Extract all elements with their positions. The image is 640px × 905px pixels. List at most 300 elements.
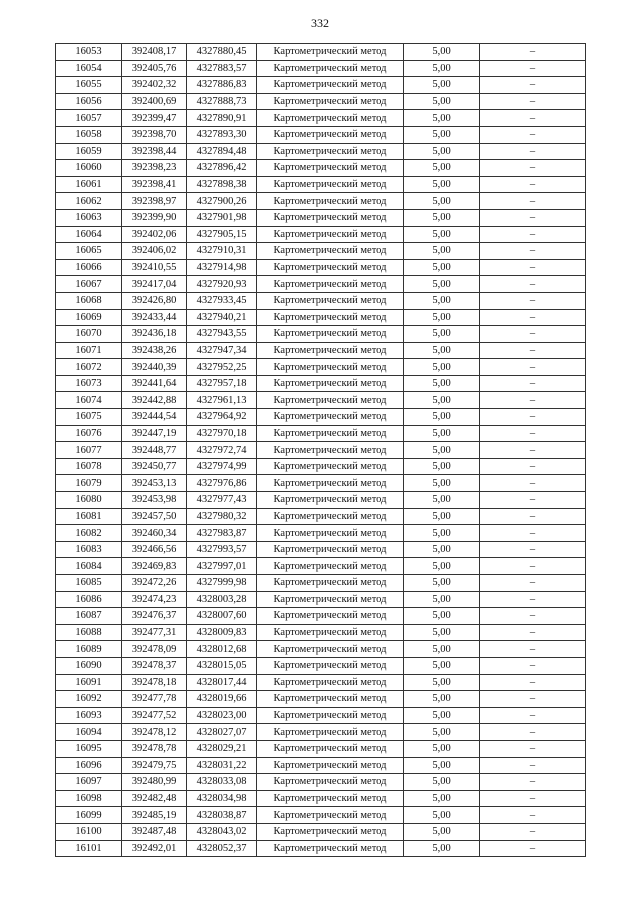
y-coordinate-cell: 4328031,22 [187,757,257,774]
table-row [56,110,586,127]
description-cell: – [480,292,586,309]
description-cell: – [480,276,586,293]
description-cell: – [480,226,586,243]
description-cell: – [480,458,586,475]
method-cell: Картометрический метод [257,657,404,674]
x-coordinate-cell: 392450,77 [122,458,187,475]
point-number-cell: 16068 [56,292,122,309]
x-coordinate-cell: 392477,31 [122,624,187,641]
accuracy-cell: 5,00 [404,143,480,160]
y-coordinate-cell: 4328019,66 [187,691,257,708]
method-cell: Картометрический метод [257,143,404,160]
y-coordinate-cell: 4328017,44 [187,674,257,691]
method-cell: Картометрический метод [257,342,404,359]
x-coordinate-cell: 392492,01 [122,840,187,857]
table-row [56,691,586,708]
accuracy-cell: 5,00 [404,176,480,193]
point-number-cell: 16093 [56,707,122,724]
x-coordinate-cell: 392406,02 [122,243,187,260]
y-coordinate-cell: 4328029,21 [187,740,257,757]
method-cell: Картометрический метод [257,774,404,791]
x-coordinate-cell: 392478,78 [122,740,187,757]
table-row [56,608,586,625]
description-cell: – [480,541,586,558]
point-number-cell: 16060 [56,160,122,177]
description-cell: – [480,44,586,61]
y-coordinate-cell: 4327896,42 [187,160,257,177]
y-coordinate-cell: 4328033,08 [187,774,257,791]
y-coordinate-cell: 4327940,21 [187,309,257,326]
description-cell: – [480,525,586,542]
method-cell: Картометрический метод [257,126,404,143]
accuracy-cell: 5,00 [404,375,480,392]
table-row [56,840,586,857]
x-coordinate-cell: 392402,32 [122,77,187,94]
x-coordinate-cell: 392405,76 [122,60,187,77]
table-row [56,657,586,674]
point-number-cell: 16056 [56,93,122,110]
point-number-cell: 16054 [56,60,122,77]
x-coordinate-cell: 392469,83 [122,558,187,575]
x-coordinate-cell: 392398,97 [122,193,187,210]
y-coordinate-cell: 4327880,45 [187,44,257,61]
table-row [56,641,586,658]
x-coordinate-cell: 392398,41 [122,176,187,193]
method-cell: Картометрический метод [257,409,404,426]
method-cell: Картометрический метод [257,326,404,343]
point-number-cell: 16070 [56,326,122,343]
coordinates-table-body [56,44,586,857]
point-number-cell: 16081 [56,508,122,525]
method-cell: Картометрический метод [257,508,404,525]
x-coordinate-cell: 392453,13 [122,475,187,492]
description-cell: – [480,608,586,625]
point-number-cell: 16067 [56,276,122,293]
y-coordinate-cell: 4328043,02 [187,823,257,840]
accuracy-cell: 5,00 [404,243,480,260]
y-coordinate-cell: 4327905,15 [187,226,257,243]
page-number: 332 [311,16,329,30]
y-coordinate-cell: 4327901,98 [187,209,257,226]
method-cell: Картометрический метод [257,44,404,61]
accuracy-cell: 5,00 [404,93,480,110]
x-coordinate-cell: 392478,18 [122,674,187,691]
description-cell: – [480,840,586,857]
x-coordinate-cell: 392426,80 [122,292,187,309]
point-number-cell: 16099 [56,807,122,824]
point-number-cell: 16089 [56,641,122,658]
method-cell: Картометрический метод [257,276,404,293]
point-number-cell: 16071 [56,342,122,359]
y-coordinate-cell: 4328027,07 [187,724,257,741]
point-number-cell: 16075 [56,409,122,426]
x-coordinate-cell: 392442,88 [122,392,187,409]
coordinates-table [55,43,586,857]
method-cell: Картометрический метод [257,209,404,226]
point-number-cell: 16092 [56,691,122,708]
y-coordinate-cell: 4327977,43 [187,492,257,509]
method-cell: Картометрический метод [257,608,404,625]
x-coordinate-cell: 392466,56 [122,541,187,558]
y-coordinate-cell: 4327910,31 [187,243,257,260]
table-row [56,442,586,459]
x-coordinate-cell: 392438,26 [122,342,187,359]
y-coordinate-cell: 4327943,55 [187,326,257,343]
accuracy-cell: 5,00 [404,840,480,857]
y-coordinate-cell: 4327952,25 [187,359,257,376]
x-coordinate-cell: 392460,34 [122,525,187,542]
method-cell: Картометрический метод [257,757,404,774]
accuracy-cell: 5,00 [404,442,480,459]
x-coordinate-cell: 392398,70 [122,126,187,143]
point-number-cell: 16066 [56,259,122,276]
description-cell: – [480,508,586,525]
description-cell: – [480,259,586,276]
y-coordinate-cell: 4327900,26 [187,193,257,210]
y-coordinate-cell: 4327993,57 [187,541,257,558]
y-coordinate-cell: 4327980,32 [187,508,257,525]
y-coordinate-cell: 4327933,45 [187,292,257,309]
point-number-cell: 16069 [56,309,122,326]
table-row [56,425,586,442]
table-row [56,774,586,791]
accuracy-cell: 5,00 [404,724,480,741]
y-coordinate-cell: 4327997,01 [187,558,257,575]
description-cell: – [480,657,586,674]
accuracy-cell: 5,00 [404,790,480,807]
accuracy-cell: 5,00 [404,160,480,177]
table-row [56,126,586,143]
table-row [56,724,586,741]
x-coordinate-cell: 392482,48 [122,790,187,807]
table-row [56,292,586,309]
table-row [56,790,586,807]
point-number-cell: 16082 [56,525,122,542]
method-cell: Картометрический метод [257,475,404,492]
method-cell: Картометрический метод [257,823,404,840]
table-row [56,409,586,426]
accuracy-cell: 5,00 [404,608,480,625]
method-cell: Картометрический метод [257,176,404,193]
x-coordinate-cell: 392408,17 [122,44,187,61]
y-coordinate-cell: 4328052,37 [187,840,257,857]
table-row [56,226,586,243]
table-row [56,326,586,343]
accuracy-cell: 5,00 [404,309,480,326]
accuracy-cell: 5,00 [404,475,480,492]
y-coordinate-cell: 4327970,18 [187,425,257,442]
method-cell: Картометрический метод [257,575,404,592]
y-coordinate-cell: 4327964,92 [187,409,257,426]
method-cell: Картометрический метод [257,624,404,641]
table-row [56,60,586,77]
accuracy-cell: 5,00 [404,641,480,658]
description-cell: – [480,392,586,409]
method-cell: Картометрический метод [257,60,404,77]
x-coordinate-cell: 392441,64 [122,375,187,392]
description-cell: – [480,823,586,840]
description-cell: – [480,475,586,492]
y-coordinate-cell: 4327886,83 [187,77,257,94]
y-coordinate-cell: 4328034,98 [187,790,257,807]
y-coordinate-cell: 4327898,38 [187,176,257,193]
method-cell: Картометрический метод [257,641,404,658]
y-coordinate-cell: 4328003,28 [187,591,257,608]
point-number-cell: 16100 [56,823,122,840]
method-cell: Картометрический метод [257,541,404,558]
point-number-cell: 16074 [56,392,122,409]
accuracy-cell: 5,00 [404,591,480,608]
accuracy-cell: 5,00 [404,740,480,757]
method-cell: Картометрический метод [257,740,404,757]
accuracy-cell: 5,00 [404,823,480,840]
table-row [56,674,586,691]
description-cell: – [480,442,586,459]
description-cell: – [480,757,586,774]
table-row [56,475,586,492]
x-coordinate-cell: 392448,77 [122,442,187,459]
table-row [56,243,586,260]
description-cell: – [480,740,586,757]
accuracy-cell: 5,00 [404,259,480,276]
accuracy-cell: 5,00 [404,525,480,542]
description-cell: – [480,492,586,509]
point-number-cell: 16086 [56,591,122,608]
accuracy-cell: 5,00 [404,126,480,143]
accuracy-cell: 5,00 [404,492,480,509]
y-coordinate-cell: 4328012,68 [187,641,257,658]
description-cell: – [480,359,586,376]
x-coordinate-cell: 392478,37 [122,657,187,674]
x-coordinate-cell: 392477,52 [122,707,187,724]
x-coordinate-cell: 392410,55 [122,259,187,276]
description-cell: – [480,160,586,177]
table-row [56,492,586,509]
point-number-cell: 16064 [56,226,122,243]
accuracy-cell: 5,00 [404,359,480,376]
table-row [56,707,586,724]
table-row [56,392,586,409]
point-number-cell: 16055 [56,77,122,94]
point-number-cell: 16059 [56,143,122,160]
point-number-cell: 16073 [56,375,122,392]
point-number-cell: 16058 [56,126,122,143]
table-row [56,160,586,177]
accuracy-cell: 5,00 [404,193,480,210]
point-number-cell: 16085 [56,575,122,592]
point-number-cell: 16091 [56,674,122,691]
x-coordinate-cell: 392476,37 [122,608,187,625]
point-number-cell: 16076 [56,425,122,442]
x-coordinate-cell: 392478,12 [122,724,187,741]
table-row [56,807,586,824]
method-cell: Картометрический метод [257,840,404,857]
method-cell: Картометрический метод [257,807,404,824]
x-coordinate-cell: 392433,44 [122,309,187,326]
accuracy-cell: 5,00 [404,757,480,774]
point-number-cell: 16062 [56,193,122,210]
accuracy-cell: 5,00 [404,707,480,724]
method-cell: Картометрический метод [257,790,404,807]
point-number-cell: 16072 [56,359,122,376]
x-coordinate-cell: 392444,54 [122,409,187,426]
table-row [56,143,586,160]
accuracy-cell: 5,00 [404,326,480,343]
y-coordinate-cell: 4328023,00 [187,707,257,724]
x-coordinate-cell: 392417,04 [122,276,187,293]
method-cell: Картометрический метод [257,77,404,94]
accuracy-cell: 5,00 [404,575,480,592]
point-number-cell: 16094 [56,724,122,741]
x-coordinate-cell: 392478,09 [122,641,187,658]
point-number-cell: 16077 [56,442,122,459]
method-cell: Картометрический метод [257,392,404,409]
description-cell: – [480,624,586,641]
method-cell: Картометрический метод [257,525,404,542]
description-cell: – [480,143,586,160]
table-row [56,359,586,376]
point-number-cell: 16065 [56,243,122,260]
method-cell: Картометрический метод [257,110,404,127]
method-cell: Картометрический метод [257,259,404,276]
table-row [56,375,586,392]
accuracy-cell: 5,00 [404,558,480,575]
table-row [56,309,586,326]
x-coordinate-cell: 392480,99 [122,774,187,791]
y-coordinate-cell: 4327947,34 [187,342,257,359]
table-row [56,624,586,641]
point-number-cell: 16096 [56,757,122,774]
x-coordinate-cell: 392485,19 [122,807,187,824]
description-cell: – [480,558,586,575]
description-cell: – [480,342,586,359]
description-cell: – [480,243,586,260]
point-number-cell: 16084 [56,558,122,575]
point-number-cell: 16078 [56,458,122,475]
description-cell: – [480,60,586,77]
x-coordinate-cell: 392398,23 [122,160,187,177]
description-cell: – [480,409,586,426]
y-coordinate-cell: 4328038,87 [187,807,257,824]
point-number-cell: 16057 [56,110,122,127]
point-number-cell: 16080 [56,492,122,509]
table-row [56,44,586,61]
table-row [56,541,586,558]
method-cell: Картометрический метод [257,442,404,459]
accuracy-cell: 5,00 [404,691,480,708]
method-cell: Картометрический метод [257,226,404,243]
table-row [56,93,586,110]
y-coordinate-cell: 4327894,48 [187,143,257,160]
y-coordinate-cell: 4327914,98 [187,259,257,276]
table-row [56,558,586,575]
y-coordinate-cell: 4327999,98 [187,575,257,592]
accuracy-cell: 5,00 [404,807,480,824]
table-row [56,458,586,475]
description-cell: – [480,425,586,442]
y-coordinate-cell: 4327974,99 [187,458,257,475]
accuracy-cell: 5,00 [404,508,480,525]
accuracy-cell: 5,00 [404,276,480,293]
accuracy-cell: 5,00 [404,209,480,226]
description-cell: – [480,707,586,724]
x-coordinate-cell: 392436,18 [122,326,187,343]
point-number-cell: 16088 [56,624,122,641]
description-cell: – [480,209,586,226]
method-cell: Картометрический метод [257,309,404,326]
accuracy-cell: 5,00 [404,541,480,558]
accuracy-cell: 5,00 [404,44,480,61]
method-cell: Картометрический метод [257,707,404,724]
method-cell: Картометрический метод [257,691,404,708]
accuracy-cell: 5,00 [404,226,480,243]
point-number-cell: 16061 [56,176,122,193]
description-cell: – [480,77,586,94]
y-coordinate-cell: 4328009,83 [187,624,257,641]
accuracy-cell: 5,00 [404,425,480,442]
method-cell: Картометрический метод [257,193,404,210]
table-row [56,342,586,359]
point-number-cell: 16083 [56,541,122,558]
y-coordinate-cell: 4327883,57 [187,60,257,77]
table-row [56,740,586,757]
method-cell: Картометрический метод [257,458,404,475]
accuracy-cell: 5,00 [404,657,480,674]
y-coordinate-cell: 4328015,05 [187,657,257,674]
point-number-cell: 16079 [56,475,122,492]
table-row [56,575,586,592]
table-row [56,591,586,608]
accuracy-cell: 5,00 [404,60,480,77]
y-coordinate-cell: 4327957,18 [187,375,257,392]
table-row [56,176,586,193]
description-cell: – [480,126,586,143]
accuracy-cell: 5,00 [404,110,480,127]
table-row [56,525,586,542]
x-coordinate-cell: 392477,78 [122,691,187,708]
x-coordinate-cell: 392472,26 [122,575,187,592]
table-row [56,193,586,210]
point-number-cell: 16098 [56,790,122,807]
table-row [56,823,586,840]
x-coordinate-cell: 392487,48 [122,823,187,840]
description-cell: – [480,591,586,608]
method-cell: Картометрический метод [257,243,404,260]
point-number-cell: 16063 [56,209,122,226]
accuracy-cell: 5,00 [404,77,480,94]
x-coordinate-cell: 392399,90 [122,209,187,226]
description-cell: – [480,309,586,326]
x-coordinate-cell: 392402,06 [122,226,187,243]
y-coordinate-cell: 4327972,74 [187,442,257,459]
table-row [56,276,586,293]
description-cell: – [480,674,586,691]
point-number-cell: 16053 [56,44,122,61]
table-row [56,209,586,226]
table-row [56,508,586,525]
description-cell: – [480,774,586,791]
x-coordinate-cell: 392447,19 [122,425,187,442]
method-cell: Картометрический метод [257,425,404,442]
description-cell: – [480,790,586,807]
accuracy-cell: 5,00 [404,674,480,691]
description-cell: – [480,193,586,210]
point-number-cell: 16097 [56,774,122,791]
accuracy-cell: 5,00 [404,292,480,309]
table-row [56,757,586,774]
y-coordinate-cell: 4328007,60 [187,608,257,625]
method-cell: Картометрический метод [257,674,404,691]
